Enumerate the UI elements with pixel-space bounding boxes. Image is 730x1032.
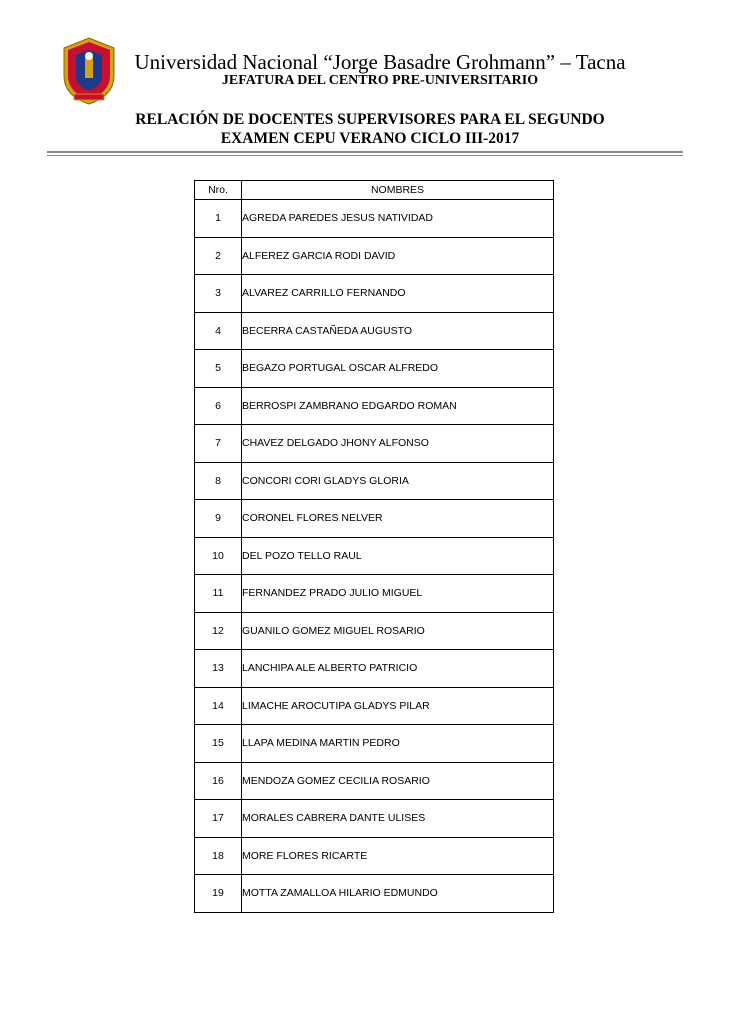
row-name: LANCHIPA ALE ALBERTO PATRICIO	[242, 650, 554, 688]
row-number: 16	[195, 762, 242, 800]
row-name: BEGAZO PORTUGAL OSCAR ALFREDO	[242, 350, 554, 388]
table-row	[195, 687, 554, 725]
table-row	[195, 237, 554, 275]
row-name: AGREDA PAREDES JESUS NATIVIDAD	[242, 200, 554, 238]
row-name: FERNANDEZ PRADO JULIO MIGUEL	[242, 575, 554, 613]
row-number: 19	[195, 875, 242, 913]
row-number: 8	[195, 462, 242, 500]
table-row	[195, 837, 554, 875]
document-title	[90, 110, 650, 148]
row-name: BECERRA CASTAÑEDA AUGUSTO	[242, 312, 554, 350]
row-number: 9	[195, 500, 242, 538]
row-name: ALVAREZ CARRILLO FERNANDO	[242, 275, 554, 313]
university-seal-logo	[60, 36, 118, 106]
table-row	[195, 762, 554, 800]
department-name: JEFATURA DEL CENTRO PRE-UNIVERSITARIO	[221, 73, 539, 88]
row-number: 12	[195, 612, 242, 650]
row-number: 14	[195, 687, 242, 725]
table-row	[195, 312, 554, 350]
row-number: 3	[195, 275, 242, 313]
row-name: MENDOZA GOMEZ CECILIA ROSARIO	[242, 762, 554, 800]
table-row	[195, 275, 554, 313]
row-name: LIMACHE AROCUTIPA GLADYS PILAR	[242, 687, 554, 725]
row-number: 15	[195, 725, 242, 763]
row-name: CONCORI CORI GLADYS GLORIA	[242, 462, 554, 500]
row-number: 5	[195, 350, 242, 388]
row-number: 10	[195, 537, 242, 575]
table-row	[195, 537, 554, 575]
supervisor-table	[194, 180, 554, 913]
row-name: DEL POZO TELLO RAUL	[242, 537, 554, 575]
table-row	[195, 425, 554, 463]
table-row	[195, 650, 554, 688]
table-row	[195, 725, 554, 763]
table-row	[195, 387, 554, 425]
row-number: 2	[195, 237, 242, 275]
title-line-2: EXAMEN CEPU VERANO CICLO III-2017	[220, 130, 520, 147]
row-number: 17	[195, 800, 242, 838]
column-header-nro: Nro.	[195, 181, 242, 200]
row-number: 18	[195, 837, 242, 875]
row-number: 11	[195, 575, 242, 613]
row-name: BERROSPI ZAMBRANO EDGARDO ROMAN	[242, 387, 554, 425]
table-row	[195, 575, 554, 613]
table-row	[195, 350, 554, 388]
row-name: MOTTA ZAMALLOA HILARIO EDMUNDO	[242, 875, 554, 913]
table-row	[195, 612, 554, 650]
row-number: 4	[195, 312, 242, 350]
row-name: LLAPA MEDINA MARTIN PEDRO	[242, 725, 554, 763]
row-name: GUANILO GOMEZ MIGUEL ROSARIO	[242, 612, 554, 650]
row-number: 1	[195, 200, 242, 238]
table-row	[195, 200, 554, 238]
row-number: 6	[195, 387, 242, 425]
column-header-nombres: NOMBRES	[242, 181, 554, 200]
table-row	[195, 875, 554, 913]
table-header-row	[195, 181, 554, 200]
row-name: CHAVEZ DELGADO JHONY ALFONSO	[242, 425, 554, 463]
row-number: 13	[195, 650, 242, 688]
row-name: MORALES CABRERA DANTE ULISES	[242, 800, 554, 838]
table-row	[195, 800, 554, 838]
title-line-1: RELACIÓN DE DOCENTES SUPERVISORES PARA EL SEGUNDO	[135, 111, 605, 128]
university-name: Universidad Nacional “Jorge Basadre Grohmann” – Tacna	[134, 50, 626, 74]
row-number: 7	[195, 425, 242, 463]
table-row	[195, 500, 554, 538]
row-name: MORE FLORES RICARTE	[242, 837, 554, 875]
header-divider	[47, 151, 683, 156]
table-body	[195, 200, 554, 913]
row-name: CORONEL FLORES NELVER	[242, 500, 554, 538]
row-name: ALFEREZ GARCIA RODI DAVID	[242, 237, 554, 275]
table-row	[195, 462, 554, 500]
